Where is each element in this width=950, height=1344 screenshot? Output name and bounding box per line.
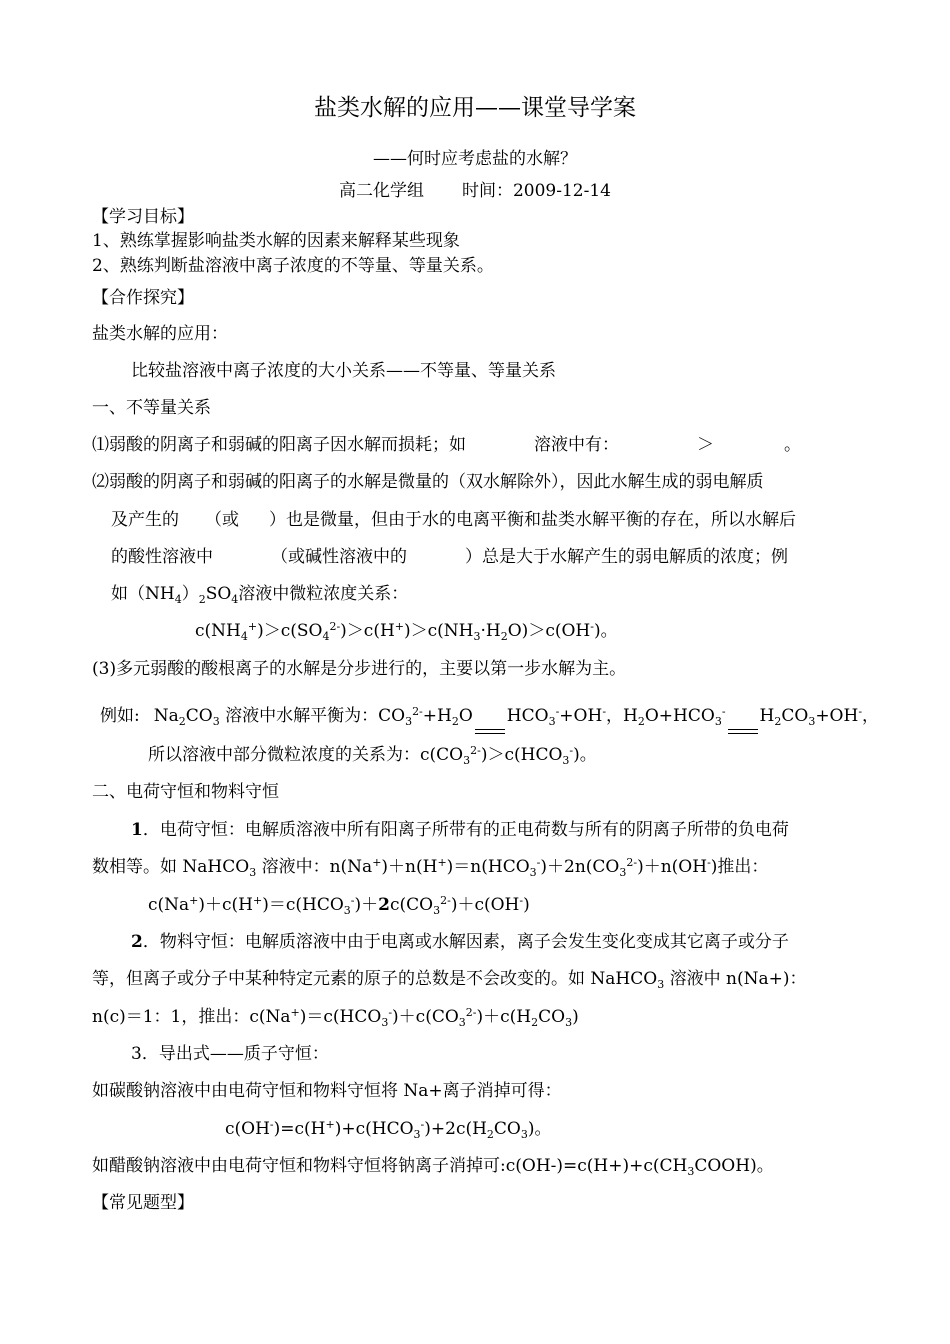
- group-name: 高二化学组: [338, 181, 424, 201]
- charge-line-1: 1．电荷守恒：电解质溶液中所有阳离子所带有的正电荷数与所有的阴离子所带的负电荷: [131, 820, 789, 840]
- example-result: 所以溶液中部分微粒浓度的关系为：$c(CO_3^{2-})>c(HCO_3^-)$。: [148, 744, 597, 767]
- proton-example-1: 如碳酸钠溶液中由电荷守恒和物料守恒将 Na+离子消掉可得：: [92, 1081, 562, 1101]
- paragraph-3: (3)多元弱酸的酸根离子的水解是分步进行的，主要以第一步水解为主。: [92, 659, 627, 679]
- time-label: 时间：: [461, 181, 513, 201]
- part1-header: 一、不等量关系: [92, 398, 211, 418]
- page-title: 盐类水解的应用——课堂导学案: [314, 95, 636, 121]
- document-date: 2009-12-14: [512, 181, 611, 201]
- paragraph-2-line-4: 如$(NH_4)_2SO_4$溶液中微粒浓度关系：: [111, 584, 409, 606]
- paragraph-2-line-2: 及产生的 （或 ）也是微量，但由于水的电离平衡和盐类水解平衡的存在，所以水解后: [111, 510, 796, 530]
- proton-header: 3．导出式——质子守恒：: [131, 1044, 329, 1064]
- document-meta: [0, 180, 950, 202]
- objective-2: 2、熟练判断盐溶液中离子浓度的不等量、等量关系。: [92, 256, 494, 276]
- application-intro: 盐类水解的应用：: [92, 324, 228, 344]
- material-line-2: 等，但离子或分子中某种特定元素的原子的总数是不会改变的。如 NaHCO$_3$ 溶液中 n(Na+)：: [92, 969, 807, 991]
- objectives-header: 【学习目标】: [92, 207, 194, 227]
- page-subtitle: ——何时应考虑盐的水解？: [373, 149, 577, 169]
- proton-example-2: 如醋酸钠溶液中由电荷守恒和物料守恒将钠离子消掉可$:c(OH-)=c(H+)+c(CH_3COOH)$。: [92, 1156, 774, 1178]
- charge-line-2: 数相等。如 NaHCO$_3$ 溶液中：$n(Na^+)+n(H^+)=n(HCO_3^-)+2n(CO_3^{2-})+n(OH^-)$推出：: [92, 856, 769, 879]
- example-hydrolysis: 例如: $Na_2CO_3$ 溶液中水解平衡为：$CO_3^{2-}+H_2O$ $HCO_3^-+OH^-$，$H_2O+HCO_3^-$ $H_2CO_3+OH^-$，: [100, 705, 880, 728]
- explore-header: 【合作探究】: [92, 288, 194, 308]
- paragraph-2-line-1: ⑵弱酸的阴离子和弱碱的阳离子的水解是微量的（双水解除外），因此水解生成的弱电解质: [92, 472, 764, 492]
- paragraph-2-line-3: 的酸性溶液中 （或碱性溶液中的 ）总是大于水解产生的弱电解质的浓度；例: [111, 547, 788, 567]
- charge-formula: $c(Na^+)+c(H^+)=c(HCO_3^-)+2c(CO_3^{2-})+c(OH^-)$: [148, 894, 530, 917]
- material-line-1: 2．物料守恒：电解质溶液中由于电离或水解因素，离子会发生变化变成其它离子或分子: [131, 932, 789, 952]
- common-questions-header: 【常见题型】: [92, 1193, 194, 1213]
- material-line-3: n(c)＝1：1，推出：$c(Na^+)=c(HCO_3^-)+c(CO_3^{2-})+c(H_2CO_3)$: [92, 1006, 579, 1029]
- proton-formula: $c(OH^-)=c(H^+)+c(HCO_3^-)+2c(H_2CO_3)$。: [225, 1118, 552, 1141]
- objective-1: 1、熟练掌握影响盐类水解的因素来解释某些现象: [92, 231, 460, 251]
- compare-intro: 比较盐溶液中离子浓度的大小关系——不等量、等量关系: [131, 361, 556, 381]
- paragraph-1: ⑴弱酸的阴离子和弱碱的阳离子因水解而损耗；如 溶液中有： ＞ 。: [92, 435, 801, 455]
- formula-nh4-so4: $c(NH_4^+)>c(SO_4^{2-})>c(H^+)>c(NH_3\cdot H_2O)>c(OH^-)$。: [195, 620, 618, 643]
- part2-header: 二、电荷守恒和物料守恒: [92, 782, 279, 802]
